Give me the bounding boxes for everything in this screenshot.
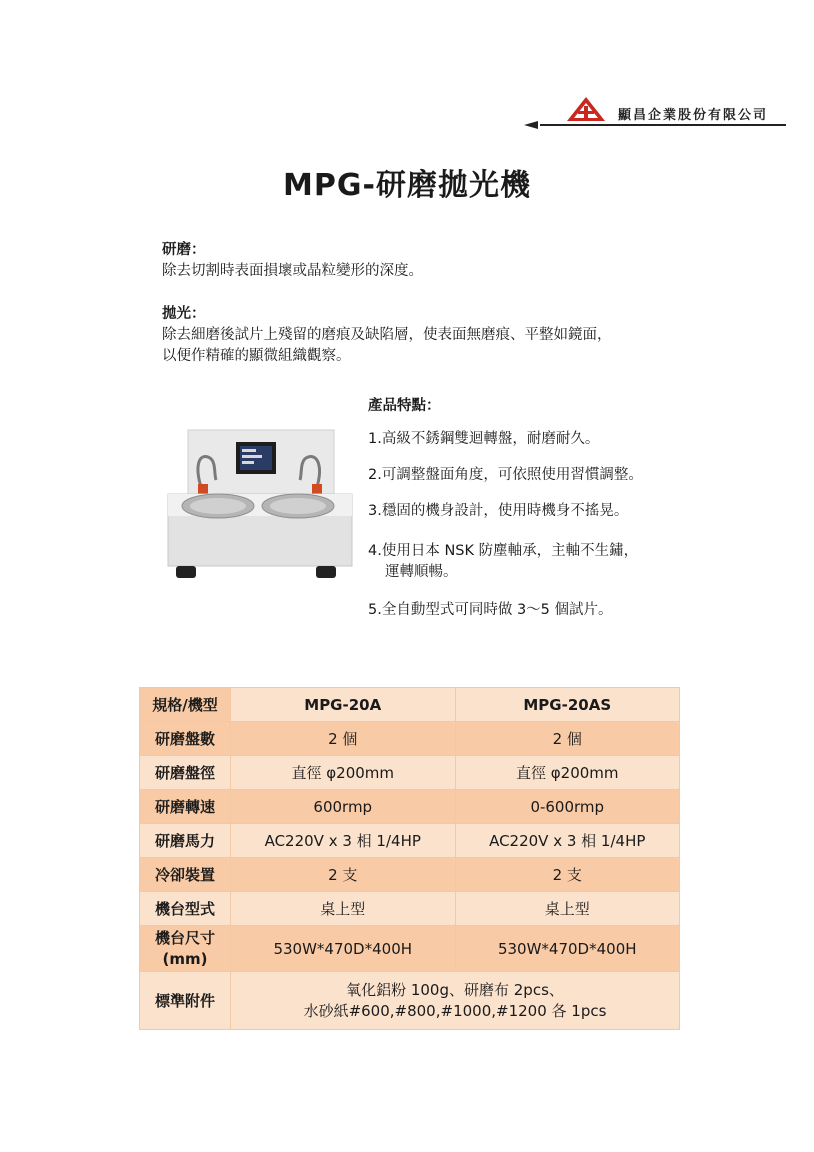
row-label-cell: 冷卻裝置: [140, 858, 231, 892]
row-label-cell: 研磨盤數: [140, 722, 231, 756]
row-value-cell: 桌上型: [231, 892, 456, 926]
row-value-cell: 530W*470D*400H: [231, 926, 456, 972]
spec-table: [139, 687, 680, 1030]
row-label-cell: 研磨盤徑: [140, 756, 231, 790]
feature-item: [368, 465, 688, 486]
polishing-text-line2: 以便作精確的顯微組織觀察。: [162, 348, 351, 364]
feature-text: 2.可調整盤面角度，可依照使用習慣調整。: [368, 467, 643, 483]
row-value-cell: 直徑 φ200mm: [455, 756, 680, 790]
polishing-heading: 拋光：: [162, 306, 206, 322]
table-row: [140, 892, 680, 926]
row-value-cell: 0-600rmp: [455, 790, 680, 824]
table-row: [140, 926, 680, 972]
grinding-heading: 研磨：: [162, 242, 206, 258]
table-row: [140, 824, 680, 858]
row-value-cell: 2 支: [231, 858, 456, 892]
accessories-cell: [231, 972, 680, 1030]
table-header-row: [140, 688, 680, 722]
table-row: [140, 722, 680, 756]
features-title: 產品特點：: [368, 398, 441, 414]
feature-text-continued: 運轉順暢。: [385, 564, 458, 580]
header-model-cell: MPG-20A: [231, 688, 456, 722]
feature-item: [368, 600, 688, 621]
row-value-cell: AC220V x 3 相 1/4HP: [231, 824, 456, 858]
row-label-cell: 機台型式: [140, 892, 231, 926]
header-rule-arrow: [524, 121, 538, 129]
feature-item: [368, 541, 688, 583]
header-model-cell: MPG-20AS: [455, 688, 680, 722]
row-value-cell: 桌上型: [455, 892, 680, 926]
row-value-cell: 直徑 φ200mm: [231, 756, 456, 790]
table-row: [140, 972, 680, 1030]
row-label-line: 機台尺寸: [154, 928, 215, 947]
row-label-cell: 研磨馬力: [140, 824, 231, 858]
feature-text: 1.高級不銹鋼雙迴轉盤，耐磨耐久。: [368, 431, 600, 447]
feature-item: [368, 429, 688, 450]
feature-text: 5.全自動型式可同時做 3～5 個試片。: [368, 602, 613, 618]
product-photo: [164, 424, 354, 584]
row-value-cell: 2 個: [455, 722, 680, 756]
table-row: [140, 858, 680, 892]
accessories-line: 水砂紙#600,#800,#1000,#1200 各 1pcs: [303, 1001, 607, 1020]
header-rule: [540, 124, 786, 126]
accessories-line: 氧化鋁粉 100g、研磨布 2pcs、: [346, 980, 564, 999]
polishing-text-line1: 除去細磨後試片上殘留的磨痕及缺陷層，使表面無磨痕、平整如鏡面，: [162, 327, 612, 343]
row-label-cell: [140, 926, 231, 972]
row-label-line: (mm): [162, 949, 208, 968]
company-name: 顯昌企業股份有限公司: [618, 108, 769, 123]
feature-text: 3.穩固的機身設計，使用時機身不搖晃。: [368, 503, 629, 519]
row-value-cell: 2 個: [231, 722, 456, 756]
row-label-cell: 研磨轉速: [140, 790, 231, 824]
table-row: [140, 790, 680, 824]
row-value-cell: 600rmp: [231, 790, 456, 824]
row-label-cell: 標準附件: [140, 972, 231, 1030]
page-header: [0, 0, 814, 140]
features-list: [368, 394, 688, 636]
page-title: MPG-研磨拋光機: [283, 168, 531, 203]
feature-text: 4.使用日本 NSK 防塵軸承，主軸不生鏽，: [368, 543, 639, 559]
feature-item: [368, 501, 688, 522]
grinding-section: [162, 240, 423, 282]
row-value-cell: AC220V x 3 相 1/4HP: [455, 824, 680, 858]
table-row: [140, 756, 680, 790]
header-label-cell: 規格/機型: [140, 688, 231, 722]
row-value-cell: 530W*470D*400H: [455, 926, 680, 972]
row-value-cell: 2 支: [455, 858, 680, 892]
polishing-section: [162, 304, 612, 367]
grinding-text: 除去切割時表面損壞或晶粒變形的深度。: [162, 263, 423, 279]
company-logo-icon: [566, 96, 606, 122]
